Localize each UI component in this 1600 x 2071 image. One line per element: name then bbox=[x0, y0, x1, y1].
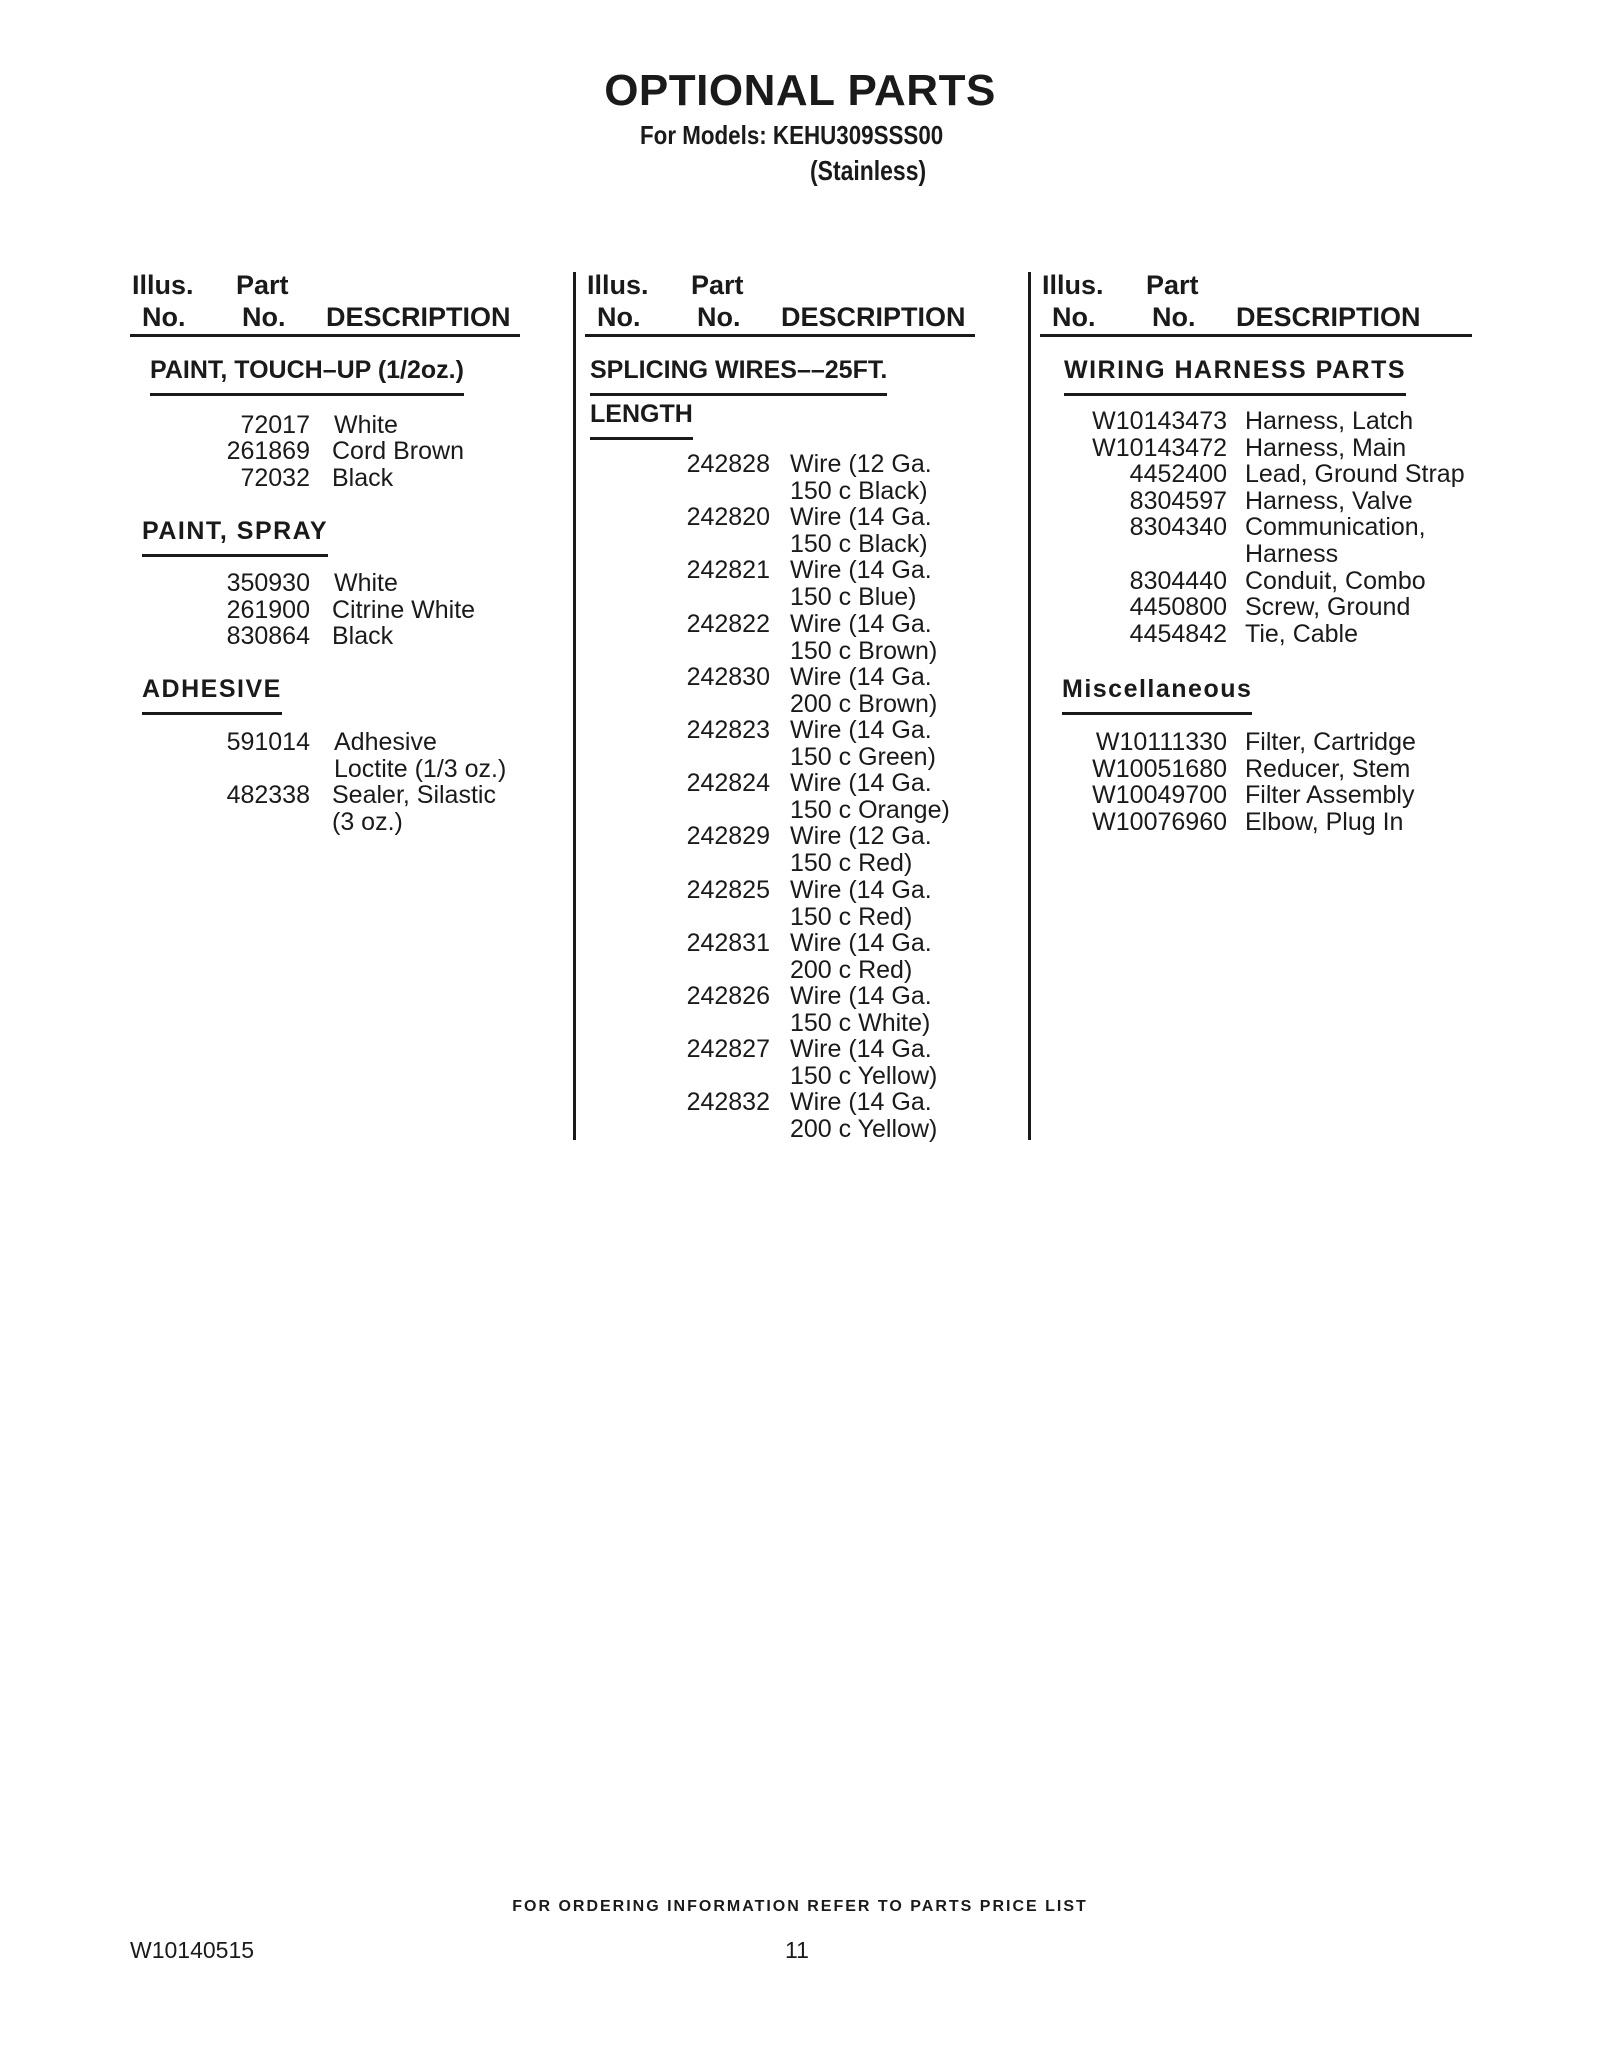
part-number: 242821 bbox=[686, 556, 770, 585]
part-description: Filter Assembly bbox=[1245, 781, 1415, 810]
list-item bbox=[130, 623, 550, 650]
header-illus-no: No. bbox=[597, 302, 641, 332]
part-description: Conduit, Combo bbox=[1245, 566, 1426, 595]
part-number: 242827 bbox=[686, 1035, 770, 1064]
part-description: 150 c Red) bbox=[790, 849, 913, 878]
part-description: Wire (14 Ga. bbox=[790, 662, 932, 691]
part-description: (3 oz.) bbox=[332, 808, 403, 836]
part-description: 150 c Blue) bbox=[790, 583, 917, 612]
section-title: WIRING HARNESS PARTS bbox=[1064, 356, 1406, 396]
part-description: Wire (14 Ga. bbox=[790, 716, 932, 744]
part-description: 150 c Orange) bbox=[790, 796, 950, 825]
header-part-no: No. bbox=[1152, 302, 1196, 332]
part-number: 242828 bbox=[686, 450, 770, 478]
document-number: W10140515 bbox=[130, 1937, 255, 1963]
part-description: White bbox=[334, 411, 398, 439]
part-description: Reducer, Stem bbox=[1245, 754, 1411, 783]
part-number: 242825 bbox=[686, 875, 770, 904]
part-description: Sealer, Silastic bbox=[332, 781, 496, 809]
part-number: 261900 bbox=[226, 596, 310, 624]
part-description: Wire (14 Ga. bbox=[790, 769, 932, 798]
list-item bbox=[130, 729, 550, 783]
column-header bbox=[130, 270, 550, 336]
part-description: Wire (12 Ga. bbox=[790, 822, 932, 851]
part-description: Wire (14 Ga. bbox=[790, 928, 932, 957]
part-number: 72032 bbox=[240, 464, 310, 492]
part-number: 261869 bbox=[226, 437, 310, 465]
column-divider bbox=[573, 272, 576, 1140]
parts-column-2 bbox=[585, 270, 1005, 1144]
part-description: 150 c Green) bbox=[790, 743, 936, 771]
part-description: White bbox=[334, 569, 398, 597]
part-description: Harness, Valve bbox=[1245, 486, 1413, 515]
ordering-note: FOR ORDERING INFORMATION REFER TO PARTS PRICE LIST bbox=[512, 1898, 1088, 1915]
model-finish: (Stainless) bbox=[810, 155, 927, 186]
section-title: PAINT, SPRAY bbox=[142, 517, 328, 557]
header-rule bbox=[130, 334, 520, 337]
part-number: 242822 bbox=[686, 609, 770, 638]
part-description: Harness bbox=[1245, 540, 1339, 569]
part-description: 150 c Brown) bbox=[790, 636, 938, 665]
part-number: 4450800 bbox=[1129, 593, 1227, 622]
part-description: 200 c Brown) bbox=[790, 689, 938, 718]
section-title-continued: LENGTH bbox=[590, 400, 693, 440]
part-description: Wire (14 Ga. bbox=[790, 609, 932, 638]
column-header bbox=[585, 270, 1005, 336]
part-description: Wire (12 Ga. bbox=[790, 450, 932, 478]
header-rule bbox=[1040, 334, 1472, 337]
part-number: W10143472 bbox=[1092, 433, 1227, 462]
column-divider bbox=[1028, 272, 1031, 1140]
part-description: Wire (14 Ga. bbox=[790, 1088, 932, 1117]
part-number: 72017 bbox=[240, 411, 310, 439]
header-illus-no: No. bbox=[142, 302, 186, 332]
part-number: W10076960 bbox=[1092, 807, 1227, 836]
part-number: 242832 bbox=[686, 1088, 770, 1117]
part-number: W10143473 bbox=[1092, 407, 1227, 435]
part-number: 4454842 bbox=[1129, 619, 1227, 648]
header-illus: Illus. bbox=[587, 270, 649, 300]
part-description: Filter, Cartridge bbox=[1245, 728, 1416, 756]
part-description: Screw, Ground bbox=[1245, 593, 1411, 622]
header-part-no: No. bbox=[242, 302, 286, 332]
header-part-no: No. bbox=[697, 302, 741, 332]
part-number: 242823 bbox=[686, 716, 770, 744]
part-number: 242831 bbox=[686, 928, 770, 957]
part-number: 8304440 bbox=[1129, 566, 1227, 595]
part-description: Black bbox=[332, 622, 394, 650]
header-description: DESCRIPTION bbox=[1236, 302, 1421, 332]
part-description: Lead, Ground Strap bbox=[1245, 460, 1465, 489]
model-line: For Models: KEHU309SSS00 bbox=[640, 120, 944, 150]
header-part: Part bbox=[691, 270, 744, 300]
part-description: Cord Brown bbox=[332, 437, 464, 465]
part-number: 830864 bbox=[226, 622, 310, 650]
header-part: Part bbox=[1146, 270, 1199, 300]
part-number: 242824 bbox=[686, 769, 770, 798]
section-title: ADHESIVE bbox=[142, 675, 282, 715]
part-description: Elbow, Plug In bbox=[1245, 807, 1404, 836]
part-description: Citrine White bbox=[332, 596, 476, 624]
part-description: 150 c Red) bbox=[790, 902, 913, 931]
header-illus-no: No. bbox=[1052, 302, 1096, 332]
header-rule bbox=[585, 334, 975, 337]
part-number: W10051680 bbox=[1092, 754, 1227, 783]
part-description: 150 c Yellow) bbox=[790, 1062, 938, 1091]
header-description: DESCRIPTION bbox=[326, 302, 511, 332]
section-title: SPLICING WIRES––25FT. bbox=[590, 356, 887, 396]
header-description: DESCRIPTION bbox=[781, 302, 966, 332]
part-number: 482338 bbox=[226, 781, 310, 809]
section-title: Miscellaneous bbox=[1062, 675, 1252, 715]
part-description: Communication, bbox=[1245, 513, 1426, 542]
parts-column-1 bbox=[130, 270, 550, 1140]
part-number: 591014 bbox=[226, 728, 310, 756]
list-item bbox=[130, 465, 550, 492]
part-description: 200 c Red) bbox=[790, 955, 913, 984]
part-number: 242820 bbox=[686, 503, 770, 532]
header-part: Part bbox=[236, 270, 289, 300]
part-description: Wire (14 Ga. bbox=[790, 1035, 932, 1064]
list-item bbox=[130, 412, 550, 439]
parts-column-3 bbox=[1040, 270, 1465, 1140]
part-description: Wire (14 Ga. bbox=[790, 875, 932, 904]
part-description: 150 c Black) bbox=[790, 477, 928, 505]
page-number: 11 bbox=[785, 1937, 809, 1963]
part-number: 4452400 bbox=[1129, 460, 1227, 489]
part-description: Adhesive bbox=[334, 728, 437, 756]
part-description: Wire (14 Ga. bbox=[790, 503, 932, 532]
part-number: 8304597 bbox=[1129, 486, 1227, 515]
list-item bbox=[130, 782, 550, 836]
part-description: Wire (14 Ga. bbox=[790, 982, 932, 1010]
part-description: Harness, Main bbox=[1245, 433, 1407, 462]
header-illus: Illus. bbox=[132, 270, 194, 300]
part-description: Harness, Latch bbox=[1245, 407, 1414, 435]
part-description: 150 c White) bbox=[790, 1009, 931, 1037]
part-description: Loctite (1/3 oz.) bbox=[334, 755, 507, 783]
part-description: Black bbox=[332, 464, 394, 492]
section-title: PAINT, TOUCH–UP (1/2oz.) bbox=[150, 356, 464, 396]
column-header bbox=[1040, 270, 1460, 336]
list-item bbox=[130, 570, 550, 597]
part-description: Wire (14 Ga. bbox=[790, 556, 932, 585]
page-title: OPTIONAL PARTS bbox=[604, 66, 996, 115]
part-description: Tie, Cable bbox=[1245, 619, 1359, 648]
part-number: 242830 bbox=[686, 662, 770, 691]
part-description: 150 c Black) bbox=[790, 530, 928, 559]
part-number: 8304340 bbox=[1129, 513, 1227, 542]
part-description: 200 c Yellow) bbox=[790, 1115, 938, 1144]
part-number: 242829 bbox=[686, 822, 770, 851]
part-number: 242826 bbox=[686, 982, 770, 1010]
part-number: 350930 bbox=[226, 569, 310, 597]
header-illus: Illus. bbox=[1042, 270, 1104, 300]
list-item bbox=[130, 597, 550, 624]
list-item bbox=[130, 438, 550, 465]
part-number: W10111330 bbox=[1095, 728, 1227, 756]
part-number: W10049700 bbox=[1092, 781, 1227, 810]
